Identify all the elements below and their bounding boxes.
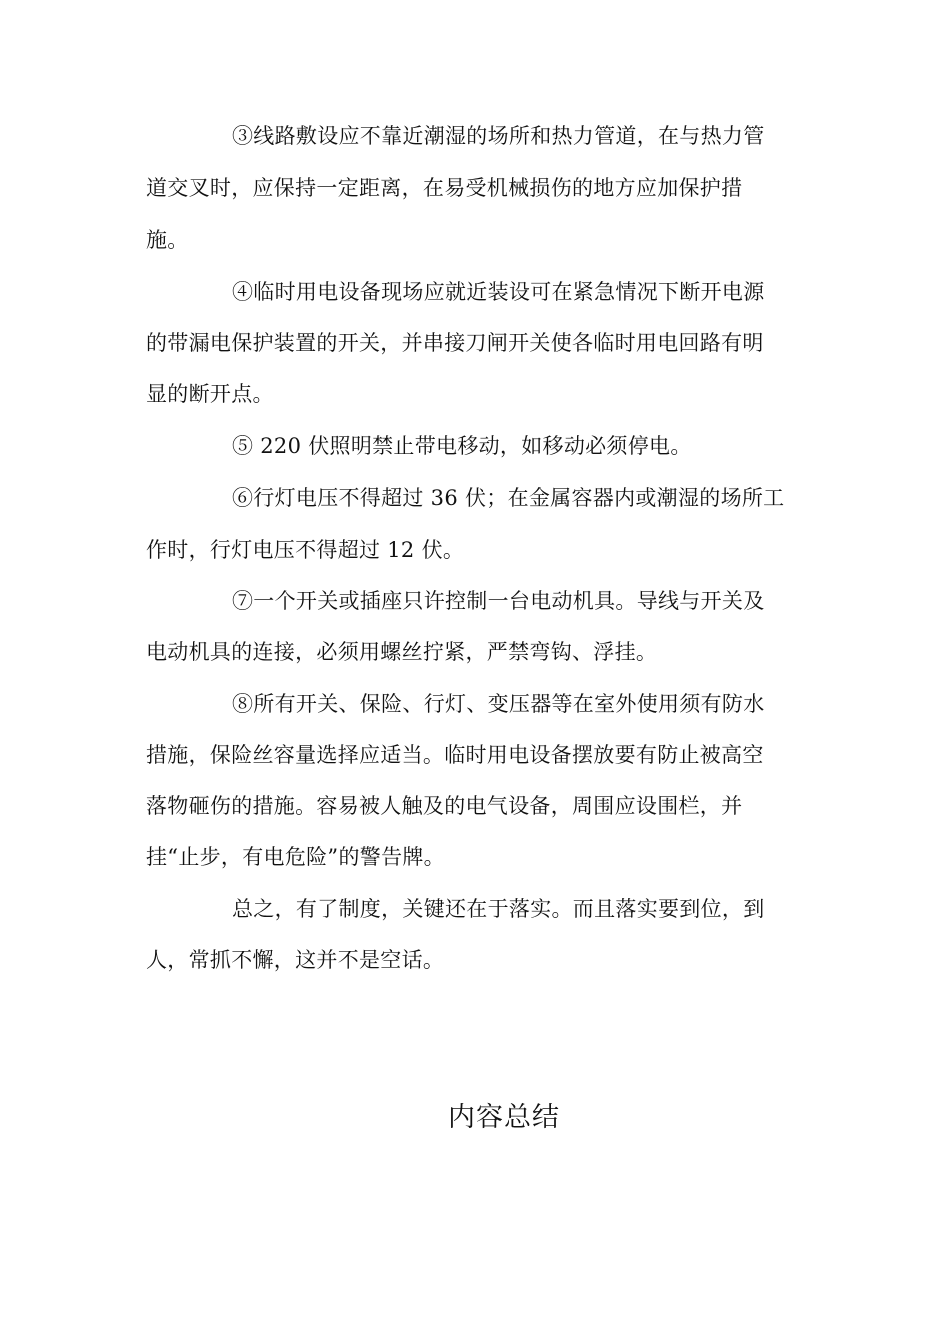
- paragraph-8-line-4: 挂“止步，有电危险”的警告牌。: [146, 845, 445, 869]
- paragraph-3-line-1: ③线路敷设应不靠近潮湿的场所和热力管道，在与热力管: [232, 124, 765, 148]
- paragraph-6-line-1: ⑥行灯电压不得超过 36 伏；在金属容器内或潮湿的场所工: [232, 486, 785, 510]
- paragraph-8-line-2: 措施，保险丝容量选择应适当。临时用电设备摆放要有防止被高空: [146, 743, 764, 767]
- paragraph-7-line-2: 电动机具的连接，必须用螺丝拧紧，严禁弯钩、浮挂。: [146, 640, 658, 664]
- paragraph-8-line-1: ⑧所有开关、保险、行灯、变压器等在室外使用须有防水: [232, 692, 765, 716]
- paragraph-3-line-3: 施。: [146, 228, 189, 252]
- paragraph-4-line-1: ④临时用电设备现场应就近装设可在紧急情况下断开电源: [232, 280, 765, 304]
- paragraph-9-line-2: 人，常抓不懈，这并不是空话。: [146, 948, 445, 972]
- paragraph-8-line-3: 落物砸伤的措施。容易被人触及的电气设备，周围应设围栏，并: [146, 794, 743, 818]
- paragraph-7-line-1: ⑦一个开关或插座只许控制一台电动机具。导线与开关及: [232, 589, 765, 613]
- paragraph-4-line-2: 的带漏电保护装置的开关，并串接刀闸开关使各临时用电回路有明: [146, 331, 764, 355]
- paragraph-4-line-3: 显的断开点。: [146, 382, 274, 406]
- summary-heading: 内容总结: [448, 1102, 560, 1133]
- paragraph-3-line-2: 道交叉时，应保持一定距离，在易受机械损伤的地方应加保护措: [146, 176, 743, 200]
- paragraph-5-line-1: ⑤ 220 伏照明禁止带电移动，如移动必须停电。: [232, 434, 692, 458]
- paragraph-9-line-1: 总之，有了制度，关键还在于落实。而且落实要到位，到: [232, 897, 765, 921]
- paragraph-6-line-2: 作时，行灯电压不得超过 12 伏。: [146, 538, 465, 562]
